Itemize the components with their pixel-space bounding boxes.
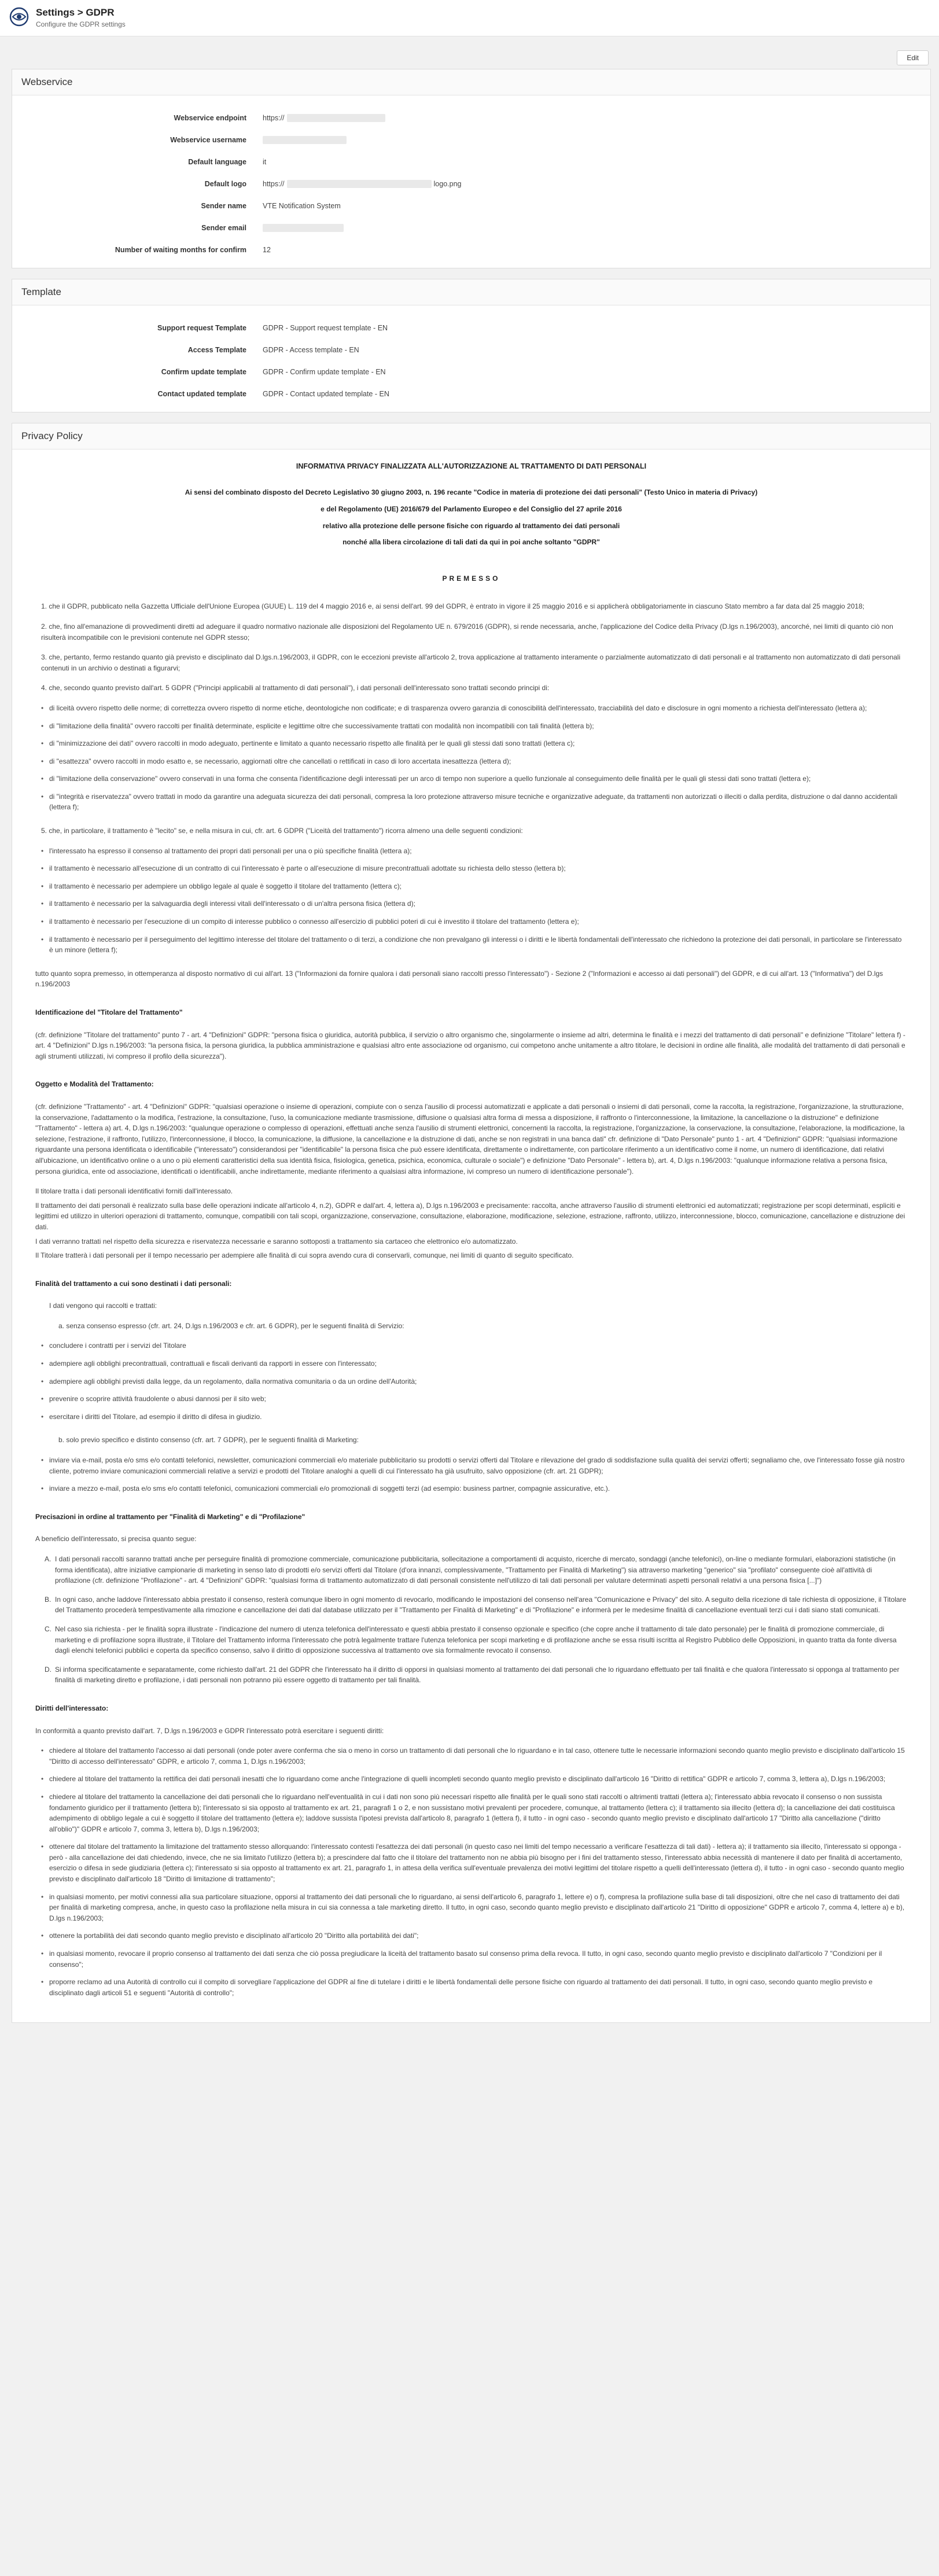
field-value: VTE Notification System [263, 202, 341, 210]
field-row [12, 173, 930, 195]
list-item: • il trattamento è necessario per adempiere un obbligo legale al quale è soggetto il titolare del trattamento (lettera c); [41, 881, 907, 892]
section-heading: Precisazioni in ordine al trattamento per "Finalità di Marketing" e di "Profilazione" [35, 1512, 305, 1521]
policy-subheading: b. solo previo specifico e distinto consenso (cfr. art. 7 GDPR), per le seguenti finalità di Marketing: [58, 1436, 359, 1444]
redacted-text [287, 180, 432, 188]
list-item: • di "integrità e riservatezza" ovvero trattati in modo da garantire una adeguata sicurezza dei dati personali, compresa la loro protezione attraverso misure tecniche e organizzative adeguate, da trattamenti non autorizzati o illeciti o dalla perdita, distruzione o dal danno accidentali (lettera f); [41, 791, 907, 813]
policy-paragraph: I dati vengono qui raccolti e trattati: [49, 1302, 157, 1310]
list-item [45, 1594, 907, 1616]
field-value: 12 [263, 246, 271, 254]
list-item: • adempiere agli obblighi previsti dalla legge, da un regolamento, dalla normativa comunitaria o da un ordine dell'Autorità; [41, 1376, 907, 1387]
redacted-text [263, 136, 347, 144]
field-value-suffix: logo.png [433, 180, 462, 188]
list-item [45, 1554, 907, 1586]
policy-paragraph: In conformità a quanto previsto dall'art. 7, D.lgs n.196/2003 e GDPR l'interessato potrà esercitare i seguenti diritti: [35, 1726, 384, 1735]
field-row [12, 129, 930, 151]
policy-paragraph: I dati verranno trattati nel rispetto della sicurezza e riservatezza necessarie e saranno sottoposti a trattamento sia cartaceo che elettronico e/o automatizzato. [35, 1237, 518, 1245]
list-item: • inviare via e-mail, posta e/o sms e/o contatti telefonici, newsletter, comunicazioni commerciali e/o materiale pubblicitario su prodotti o servizi offerti dal Titolare e rilevazione del grado di soddisfazione sulla qualità dei servizi offerti; segnaliamo che, ove l'interessato fosse già nostro cliente, potremo inviare comunicazioni commerciali relative a servizi e prodotti del Titolare analoghi a quelli di cui l'interessato ha già usufruito, salvo opposizione (cfr. art. 21 GDPR); [41, 1455, 907, 1476]
field-label: Webservice endpoint [174, 114, 246, 122]
edit-button[interactable]: Edit [897, 50, 929, 65]
eye-logo-icon [9, 7, 29, 27]
webservice-panel [12, 69, 931, 268]
list-item: • il trattamento è necessario per il perseguimento del legittimo interesse del titolare del trattamento o di terzi, a condizione che non prevalgano gli interessi o i diritti e le libertà fondamentali dell'interessato che richiedono la protezione dei dati personali, in particolare se l'interessato è un minore (lettera f); [41, 934, 907, 956]
action-bar [0, 36, 939, 69]
field-value: https:// [263, 180, 285, 188]
policy-paragraph: Il titolare tratta i dati personali identificativi forniti dall'interessato. [35, 1187, 233, 1196]
list-item: • prevenire o scoprire attività fraudolente o abusi dannosi per il sito web; [41, 1394, 907, 1405]
field-row [12, 339, 930, 361]
field-label: Default language [188, 158, 246, 166]
list-item: • esercitare i diritti del Titolare, ad esempio il diritto di difesa in giudizio. [41, 1412, 907, 1422]
premise-point: 2. che, fino all'emanazione di provvedimenti diretti ad adeguare il quadro normativo nazionale alle disposizioni del Regolamento UE n. 679/2016 (GDPR), si rende necessaria, anche, l'applicazione del Codice della Privacy (D.lgs n.196/2003), ancorché, nei limiti di quanto ciò non risulterà incompatibile con le previsioni contenute nel GDPR stesso; [41, 622, 893, 642]
marketing-purposes-list [35, 1455, 907, 1494]
list-text: I dati personali raccolti saranno trattati anche per perseguire finalità di promozione commerciale, comunicazione pubblicitaria, sollecitazione a comportamenti di acquisto, ricerche di mercato, sondaggi (anche telefonici), on-line o mediante formulari, elaborazioni statistiche (in forma identificata), altre iniziative campionarie di marketing in senso lato di prodotti e/o servizi offerti dal Titolare (d'ora innanzi, complessivamente, "Trattamento per Finalità di Marketing") sia attraverso marketing "generico" sia "profilato" conseguente cioè all'attività di profilazione (cfr. definizione "Profilazione" - art. 4 "Definizioni" GDPR: "qualsiasi forma di trattamento automatizzato di dati personali consistente nell'utilizzo di tali dati personali per valutare determinati aspetti personali relativi a una persona fisica [...]") [55, 1555, 896, 1585]
field-value: it [263, 158, 267, 166]
principles-list [35, 703, 907, 813]
policy-subheading: a. senza consenso espresso (cfr. art. 24, D.lgs n.196/2003 e cfr. art. 6 GDPR), per le seguenti finalità di Servizio: [58, 1321, 404, 1330]
premise-point: 3. che, pertanto, fermo restando quanto già previsto e disciplinato dal D.lgs.n.196/2003, il GDPR, con le eccezioni previste all'articolo 2, trova applicazione al trattamento interamente o parzialmente automatizzato di dati personali e al trattamento non automatizzato di dati personali contenuti in un archivio o destinati a figurarvi; [41, 653, 901, 672]
field-row [12, 361, 930, 383]
page-subtitle: Configure the GDPR settings [36, 20, 126, 28]
list-letter: A. [45, 1555, 51, 1563]
section-heading: Finalità del trattamento a cui sono destinati i dati personali: [35, 1279, 232, 1288]
policy-paragraph: (cfr. definizione "Trattamento" - art. 4 "Definizioni" GDPR: "qualsiasi operazione o insieme di operazioni, compiute con o senza l'ausilio di processi automatizzati e applicate a dati personali o insiemi di dati personali, come la raccolta, la registrazione, l'organizzazione, la strutturazione, la conservazione, l'adattamento o la modifica, l'estrazione, la consultazione, l'uso, la comunicazione mediante trasmissione, diffusione o qualsiasi altra forma di messa a disposizione, il raffronto o l'interconnessione, la limitazione, la cancellazione o la distruzione" e definizione "Trattamento" - lettera a) art. 4, D.lgs n.196/2003: "qualunque operazione o complesso di operazioni, effettuati anche senza l'ausilio di strumenti elettronici, concernenti la raccolta, la registrazione, l'organizzazione, la conservazione, la consultazione, l'elaborazione, la modificazione, la selezione, l'estrazione, il raffronto, l'utilizzo, l'interconnessione, il blocco, la comunicazione, la diffusione, la cancellazione e la distruzione di dati, anche se non registrati in una banca dati" cfr. definizione di "Dato Personale" punto 1 - art. 4 "Definizioni" GDPR: "qualsiasi informazione riguardante una persona identificata o identificabile ("interessato") considerandosi per "identificabile" la persona fisica che può essere identificata, direttamente o indirettamente, con particolare riferimento a un identificativo come il nome, un numero di identificazione, dati relativi all'ubicazione, un identificativo online o a uno o più elementi caratteristici della sua identità fisica, fisiologica, genetica, psichica, economica, culturale o sociale") e definizione "Dato Personale" - lettera b), art. 4, D.lgs n.196/2003: "qualunque informazione relativa a persona fisica, persona giuridica, ente od associazione, identificati o identificabili, anche indirettamente, mediante riferimento a qualsiasi altra informazione, ivi compreso un numero di identificazione personale"). [35, 1102, 905, 1175]
field-row [12, 317, 930, 339]
field-label: Support request Template [157, 324, 246, 332]
policy-paragraph: A beneficio dell'interessato, si precisa quanto segue: [35, 1535, 197, 1543]
list-letter: C. [45, 1624, 51, 1633]
section-heading: Oggetto e Modalità del Trattamento: [35, 1080, 154, 1089]
field-label: Default logo [204, 180, 246, 188]
field-value: GDPR - Contact updated template - EN [263, 390, 389, 398]
redacted-text [263, 224, 344, 232]
list-item [45, 1624, 907, 1656]
list-item: • di "esattezza" ovvero raccolti in modo esatto e, se necessario, aggiornati oltre che cancellati o rettificati in caso di loro accertata inesattezza (lettera d); [41, 756, 907, 767]
privacy-policy-panel [12, 423, 931, 2023]
list-item: • inviare a mezzo e-mail, posta e/o sms e/o contatti telefonici, comunicazioni commerciali e/o promozionali di soggetti terzi (ad esempio: business partner, compagnie assicurative, etc.). [41, 1483, 907, 1494]
list-item: • di "limitazione della conservazione" ovvero conservati in una forma che consenta l'identificazione degli interessati per un arco di tempo non superiore a quello funzionale al conseguimento delle finalità per le quali gli stessi dati sono trattati (lettera e); [41, 773, 907, 784]
list-letter: B. [45, 1595, 51, 1604]
list-item: • adempiere agli obblighi precontrattuali, contrattuali e fiscali derivanti da rapporti in essere con l'interessato; [41, 1358, 907, 1369]
field-label: Sender email [201, 224, 246, 232]
list-item: • il trattamento è necessario per l'esecuzione di un compito di interesse pubblico o connesso all'esercizio di pubblici poteri di cui è investito il titolare del trattamento (lettera e); [41, 916, 907, 927]
list-item: • di liceità ovvero rispetto delle norme; di correttezza ovvero rispetto di norme etiche, deontologiche non codificate; e di trasparenza ovvero garanzia di conoscibilità dell'interessato, tracciabilità del dato e disclosure in ogni momento a richiesta dell'interessato (lettera a); [41, 703, 907, 714]
field-label: Webservice username [170, 136, 246, 144]
section-heading: Identificazione del "Titolare del Trattamento" [35, 1008, 183, 1016]
field-value: GDPR - Confirm update template - EN [263, 368, 386, 376]
field-row [12, 107, 930, 129]
premise-point: 5. che, in particolare, il trattamento è "lecito" se, e nella misura in cui, cfr. art. 6 GDPR ("Liceità del trattamento") ricorra almeno una delle seguenti condizioni: [41, 827, 523, 835]
list-item: • in qualsiasi momento, revocare il proprio consenso al trattamento dei dati senza che ciò possa pregiudicare la liceità del trattamento basato sul consenso prima della revoca. Il tutto, in ogni caso, secondo quanto meglio previsto e disciplinato dall'articolo 7 "Condizioni per il consenso"; [41, 1948, 907, 1970]
webservice-panel-title: Webservice [12, 69, 930, 95]
policy-intro-line: relativo alla protezione delle persone fisiche con riguardo al trattamento dei dati personali [322, 521, 620, 530]
list-letter: D. [45, 1665, 51, 1674]
field-value: https:// [263, 114, 285, 122]
policy-paragraph: (cfr. definizione "Titolare del trattamento" punto 7 - art. 4 "Definizioni" GDPR: "persona fisica o giuridica, autorità pubblica, il servizio o altro organismo che, singolarmente o insieme ad altri, determina le finalità e i mezzi del trattamento di dati personali" e definizione "Titolare" lettera f) - art. 4 "Definizioni" D.lgs n.196/2003: "la persona fisica, la persona giuridica, la pubblica amministrazione e qualsiasi altro ente associazione od organismo, cui competono anche unitamente a altro titolare, le decisioni in ordine alle finalità, alle modalità del trattamento di dati personali e agli strumenti utilizzati, ivi compreso il profilo della sicurezza"). [35, 1030, 905, 1060]
policy-intro-line: nonché alla libera circolazione di tali dati da qui in poi anche soltanto "GDPR" [343, 538, 600, 547]
field-label: Sender name [201, 202, 246, 210]
template-panel-title: Template [12, 279, 930, 305]
list-item: • il trattamento è necessario all'esecuzione di un contratto di cui l'interessato è parte o all'esecuzione di misure precontrattuali adottate su richiesta dello stesso (lettera b); [41, 863, 907, 874]
list-text: In ogni caso, anche laddove l'interessato abbia prestato il consenso, resterà comunque libero in ogni momento di revocarlo, modificando le impostazioni del consenso nell'area "Comunicazione e Privacy" del sito. A seguito della ricezione di tale richiesta di opposizione, il Titolare del Trattamento procederà tempestivamente alla rimozione e cancellazione dei dati dal database utilizzato per il "Trattamento per Finalità di Marketing" e di "Profilazione" e informerà per le medesime finalità di cancellazione eventuali terzi cui i dati siano stati comunicati. [55, 1595, 907, 1615]
field-row [12, 239, 930, 261]
list-item: • chiedere al titolare del trattamento la cancellazione dei dati personali che lo riguardano nell'eventualità in cui i dati non sono più necessari rispetto alle finalità per le quali sono stati raccolti o altrimenti trattati (lettera a); l'interessato abbia revocato il consenso o non sussista fondamento giuridico per il trattamento (lettera b); l'interessato si sia opposto al trattamento ex art. 21, paragrafi 1 o 2, e non sussistano motivi prevalenti per procedere, comunque, al trattamento (lettera c); il trattamento sia illecito (lettera d); la cancellazione dei dati costituisca adempimento di obbligo legale a cui è soggetto il titolare del trattamento (lettera e); laddove sussista l'ipotesi prevista dall'articolo 8, paragrafo 1 (lettera f), il tutto - in ogni caso - secondo quanto meglio previsto e disciplinato dall'articolo 17 "Diritto alla cancellazione ("diritto all'oblio")" GDPR e articolo 7, comma 3, lettera b), D.lgs n.196/2003; [41, 1792, 907, 1834]
redacted-text [287, 114, 385, 122]
field-row [12, 383, 930, 405]
policy-main-title: INFORMATIVA PRIVACY FINALIZZATA ALL'AUTORIZZAZIONE AL TRATTAMENTO DI DATI PERSONALI [296, 462, 647, 470]
list-item: • l'interessato ha espresso il consenso al trattamento dei propri dati personali per una o più specifiche finalità (lettera a); [41, 846, 907, 857]
section-heading: Diritti dell'interessato: [35, 1704, 109, 1712]
conditions-list [35, 846, 907, 956]
clarifications-list [35, 1554, 907, 1686]
field-row [12, 151, 930, 173]
list-item: • ottenere la portabilità dei dati secondo quanto meglio previsto e disciplinato all'articolo 20 "Diritto alla portabilità dei dati"; [41, 1930, 907, 1941]
service-purposes-list [35, 1340, 907, 1422]
policy-intro-line: e del Regolamento (UE) 2016/679 del Parlamento Europeo e del Consiglio del 27 aprile 2016 [321, 504, 622, 513]
policy-intro-line: Ai sensi del combinato disposto del Decreto Legislativo 30 giugno 2003, n. 196 recante "Codice in materia di protezione dei dati personali" (Testo Unico in materia di Privacy) [185, 488, 758, 497]
top-bar [0, 0, 939, 36]
privacy-panel-title: Privacy Policy [12, 423, 930, 449]
field-label: Number of waiting months for confirm [115, 246, 246, 254]
page-title: Settings > GDPR [36, 7, 115, 18]
field-label: Access Template [187, 346, 246, 354]
field-row [12, 195, 930, 217]
policy-paragraph: tutto quanto sopra premesso, in ottemperanza al disposto normativo di cui all'art. 13 ("Informazioni da fornire qualora i dati personali siano raccolti presso l'interessato") - Sezione 2 ("Informazioni e accesso ai dati personali") del GDPR, e di cui all'art. 13 ("Informativa") del D.lgs n.196/2003 [35, 969, 883, 989]
policy-paragraph: Il trattamento dei dati personali è realizzato sulla base delle operazioni indicate all'articolo 4, n.2), GDPR e dall'art. 4, lettera a), D.lgs n.196/2003 e precisamente: raccolta, anche attraverso l'ausilio di strumenti elettronici ed automatizzati; registrazione per scopi determinati, espliciti e legittimi ed utilizzo in ulteriori operazioni di trattamento, comunque, compatibili con tali scopi, organizzazione, conservazione, consultazione, elaborazione, modificazione, selezione, estrazione, raffronto, utilizzo, interconnessione, blocco, comunicazione, cancellazione e distruzione dei dati. [35, 1201, 905, 1231]
template-panel [12, 279, 931, 412]
rights-list [35, 1745, 907, 1998]
list-item: • di "limitazione della finalità" ovvero raccolti per finalità determinate, esplicite e legittime oltre che successivamente trattati con modalità non incompatibili con tali finalità (lettera b); [41, 721, 907, 732]
list-item: • in qualsiasi momento, per motivi connessi alla sua particolare situazione, opporsi al trattamento dei dati personali che lo riguardano, ai sensi dell'articolo 6, paragrafo 1, lettere e) o f), compresa la profilazione sulla base di tali disposizioni, oltre che nel caso di trattamento dei dati per finalità di marketing compresa, anche, in questo caso la profilazione nella misura in cui sia connessa a tale marketing diretto. Il tutto, in ogni caso, secondo quanto meglio previsto e disciplinato dall'articolo 21 "Diritto di opposizione" GDPR e articolo 7, comma 4, lettere a) e b), D.lgs n.196/2003; [41, 1892, 907, 1924]
list-item: • di "minimizzazione dei dati" ovvero raccolti in modo adeguato, pertinente e limitato a quanto necessario rispetto alle finalità per le quali gli stessi dati sono trattati (lettera c); [41, 738, 907, 749]
list-item [45, 1664, 907, 1686]
premise-point: 4. che, secondo quanto previsto dall'art. 5 GDPR ("Principi applicabili al trattamento di dati personali"), i dati personali dell'interessato sono trattati secondo principi di: [41, 684, 550, 692]
field-label: Confirm update template [161, 368, 246, 376]
field-value: GDPR - Support request template - EN [263, 324, 388, 332]
list-text: Nel caso sia richiesta - per le finalità sopra illustrate - l'indicazione del numero di utenza telefonica dell'interessato e questi abbia prestato il consenso opzionale e specifico (che copre anche il trattamento di tale dato personale) per le finalità di promozione commerciale, di marketing e di profilazione sopra illustrate, il Titolare del Trattamento informa l'interessato che potrà legalmente trattare l'utenza telefonica per scopi marketing e di profilazione anche se essa risulti iscritta al Registro Pubblico delle Opposizioni, in quanto tratta da fonte diversa dagli elenchi telefonici pubblici e coperta da specifico consenso, salvo il diritto di opposizione successiva al trattamento ove sia formalmente revocato il consenso. [55, 1624, 897, 1655]
list-item: • proporre reclamo ad una Autorità di controllo cui il compito di sorvegliare l'applicazione del GDPR al fine di tutelare i diritti e le libertà fondamentali delle persone fisiche con riguardo al trattamento dei dati personali. Il tutto, in ogni caso, secondo quanto meglio previsto e disciplinato dagli articoli 51 e seguenti "Autorità di controllo"; [41, 1977, 907, 1998]
field-value: GDPR - Access template - EN [263, 346, 359, 354]
list-item: • il trattamento è necessario per la salvaguardia degli interessi vitali dell'interessato o di un'altra persona fisica (lettera d); [41, 898, 907, 909]
premise-point: 1. che il GDPR, pubblicato nella Gazzetta Ufficiale dell'Unione Europea (GUUE) L. 119 del 4 maggio 2016 e, ai sensi dell'art. 99 del GDPR, è entrato in vigore il 25 maggio 2016 e si applicherà obbligatoriamente in ciascuno Stato membro a far data dal 25 maggio 2018; [41, 602, 864, 611]
list-text: Si informa specificatamente e separatamente, come richiesto dall'art. 21 del GDPR che l'interessato ha il diritto di opporsi in qualsiasi momento al trattamento dei dati personali che lo riguardano effettuato per tali finalità e che qualora l'interessato si opponga al trattamento per finalità di marketing diretto e profilazione, i dati personali non potranno più essere oggetto di trattamento per tali finalità. [55, 1665, 900, 1685]
premesso-heading: PREMESSO [442, 574, 500, 583]
list-item: • concludere i contratti per i servizi del Titolare [41, 1340, 907, 1351]
list-item: • chiedere al titolare del trattamento l'accesso ai dati personali (onde poter avere conferma che sia o meno in corso un trattamento di dati personali che lo riguardano e in tal caso, ottenere tutte le necessarie informazioni secondo quanto meglio previsto e disciplinato dall'articolo 15 "Diritto di accesso dell'interessato" GDPR, e articolo 7, comma 1, D.lgs n.196/2003; [41, 1745, 907, 1767]
policy-paragraph: Il Titolare tratterà i dati personali per il tempo necessario per adempiere alle finalità di cui sopra avendo cura di conservarli, comunque, nei limiti di quanto di seguito specificato. [35, 1251, 574, 1260]
field-label: Contact updated template [157, 390, 246, 398]
list-item: • chiedere al titolare del trattamento la rettifica dei dati personali inesatti che lo riguardano come anche l'integrazione di quelli incompleti secondo quanto meglio previsto e disciplinato dall'articolo 16 "Diritto di rettifica" GDPR e articolo 7, comma 3, lettera a), D.lgs n.196/2003; [41, 1774, 907, 1785]
list-item: • ottenere dal titolare del trattamento la limitazione del trattamento stesso allorquando: l'interessato contesti l'esattezza dei dati personali (in questo caso nei limiti del tempo necessario a verificare l'esattezza di tali dati) - lettera a); il trattamento sia illecito, l'interessato si opponga - però - alla cancellazione dei dati chiedendo, invece, che ne sia limitato l'utilizzo (lettera b); a prescindere dal fatto che il titolare del trattamento non ne abbia più bisogno per i fini del trattamento stesso, l'interessato abbia necessità di mantenere il dato per finalità di accertamento, esercizio o difesa in sede giudiziaria (lettera c); l'interessato si sia opposto al trattamento ex art. 21, paragrafo 1, in attesa della verifica sull'eventuale prevalenza dei motivi legittimi del titolare rispetto a quelli dell'interessato (lettera d), il tutto - in ogni caso - secondo quanto meglio previsto e disciplinato dall'articolo 18 "Diritto di limitazione di trattamento"; [41, 1841, 907, 1884]
field-row [12, 217, 930, 239]
